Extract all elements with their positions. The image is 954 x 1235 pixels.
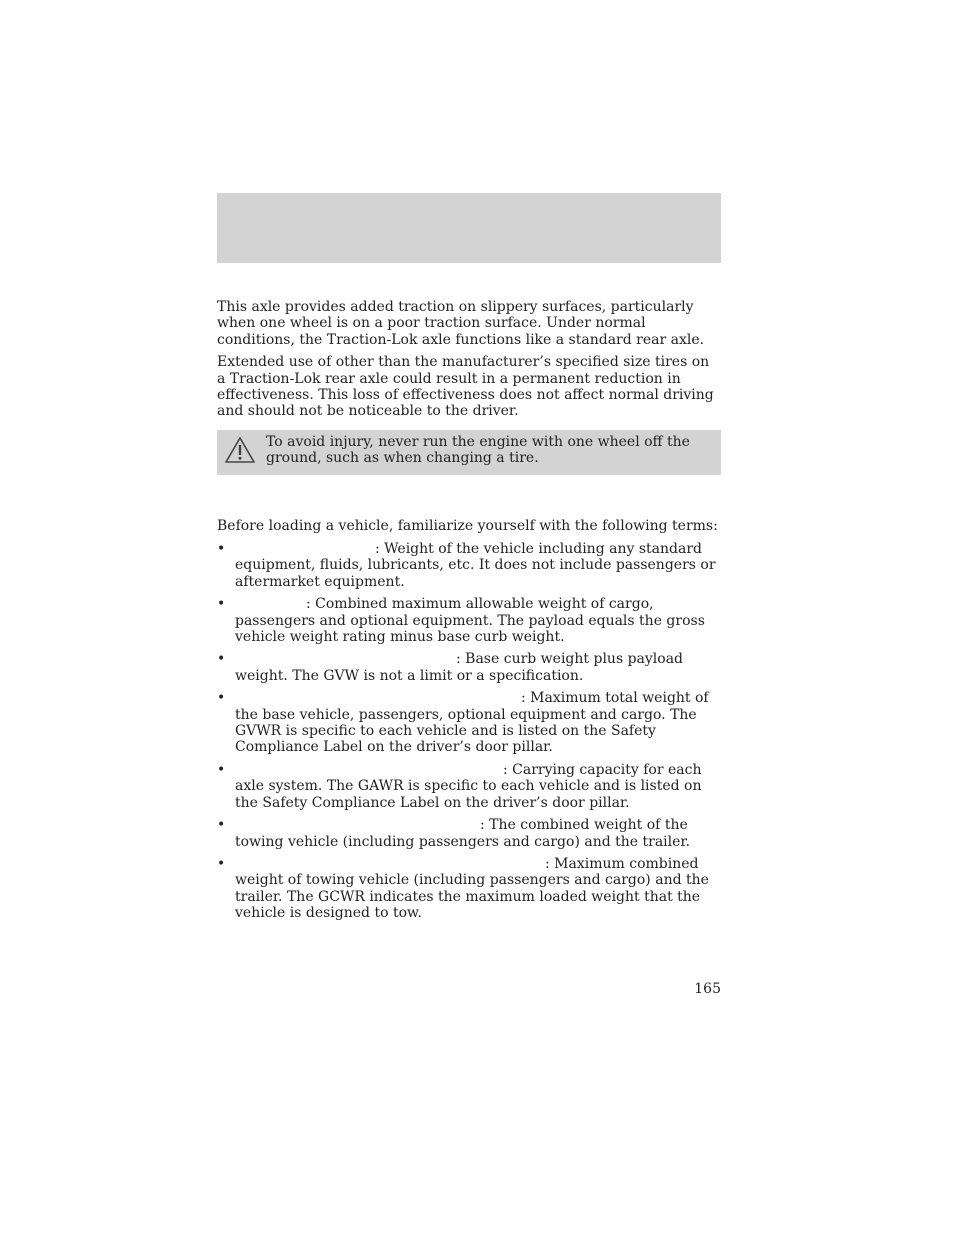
term-definition: : Base curb weight plus payload weight. The GVW is not a limit or a specification. <box>235 651 684 684</box>
term-definition: : The combined weight of the towing vehicle (including passengers and cargo) and the trailer. <box>235 817 691 850</box>
warning-box <box>217 430 721 475</box>
section-header-band <box>217 193 721 263</box>
bullet: • <box>217 541 226 557</box>
warning-triangle-icon <box>224 436 256 464</box>
traction-lok-section <box>217 299 721 420</box>
bullet: • <box>217 651 226 668</box>
list-item <box>217 690 721 756</box>
bullet: • <box>217 855 226 872</box>
terms-list <box>217 541 721 928</box>
bullet: • <box>217 817 226 834</box>
list-item <box>217 651 721 684</box>
term-definition: : Carrying capacity for each axle system. The GAWR is specific to each vehicle and is listed on the Safety Compliance Label on the driver’s door pillar. <box>235 761 702 811</box>
term-definition: : Maximum combined weight of towing vehicle (including passengers and cargo) and the trailer. The GCWR indicates the maximum loaded weight that the vehicle is designed to tow. <box>235 855 709 922</box>
list-item <box>217 817 721 850</box>
term-definition: : Combined maximum allowable weight of cargo, passengers and optional equipment. The payload equals the gross vehicle weight rating minus base curb weight. <box>235 596 705 646</box>
list-item <box>217 596 721 645</box>
loading-intro: Before loading a vehicle, familiarize yourself with the following terms: <box>217 518 718 534</box>
term-definition: : Maximum total weight of the base vehicle, passengers, optional equipment and cargo. The GVWR is specific to each vehicle and is listed on the Safety Compliance Label on the driver’s door pillar. <box>235 690 709 756</box>
page-number: 165 <box>694 981 721 997</box>
list-item <box>217 856 721 922</box>
traction-paragraph-2: Extended use of other than the manufacturer’s specified size tires on a Traction-Lok rear axle could result in a permanent reduction in effectiveness. This loss of effectiveness does not affect normal driving and should not be noticeable to the driver. <box>217 354 714 420</box>
bullet: • <box>217 761 226 778</box>
traction-paragraph-1: This axle provides added traction on slippery surfaces, particularly when one wheel is on a poor traction surface. Under normal conditions, the Traction-Lok axle functions like a standard rear axle. <box>217 299 705 348</box>
warning-text: To avoid injury, never run the engine with one wheel off the ground, such as when changing a tire. <box>266 434 690 467</box>
list-item <box>217 541 721 590</box>
term-definition: : Weight of the vehicle including any standard equipment, fluids, lubricants, etc. It does not include passengers or aftermarket equipment. <box>235 541 716 590</box>
list-item <box>217 762 721 811</box>
bullet: • <box>217 690 226 707</box>
bullet: • <box>217 596 226 613</box>
